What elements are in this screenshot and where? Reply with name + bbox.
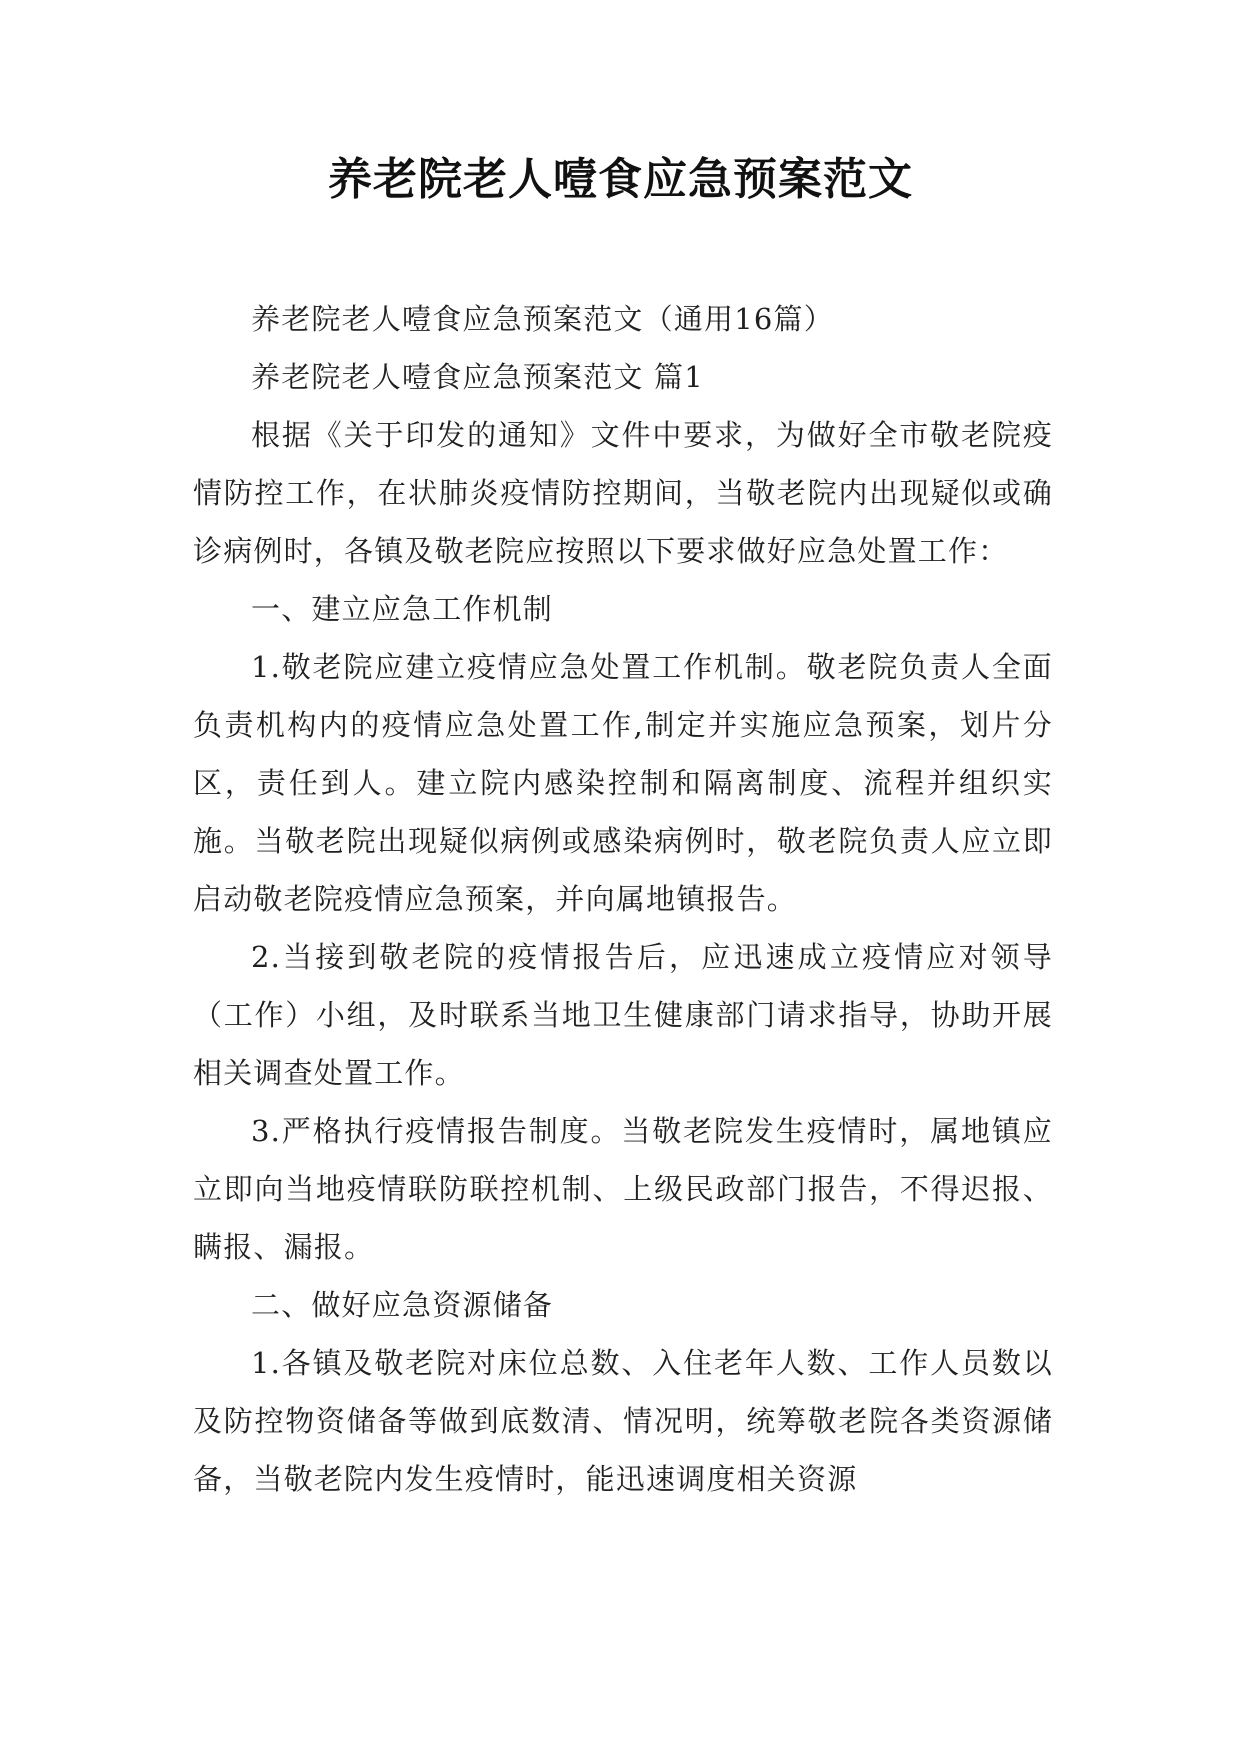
section-heading-1: 养老院老人噎食应急预案范文 篇1 <box>251 360 704 394</box>
subtitle-paragraph: 养老院老人噎食应急预案范文（通用16篇） <box>251 302 834 336</box>
body-paragraph: 1.敬老院应建立疫情应急处置工作机制。敬老院负责人全面负责机构内的疫情应急处置工作,制定并实施应急预案，划片分区，责任到人。建立院内感染控制和隔离制度、流程并组织实施。当敬老院出现疑似病例或感染病例时，敬老院负责人应立即启动敬老院疫情应急预案，并向属地镇报告。 <box>193 650 1053 916</box>
body-paragraph: 根据《关于印发的通知》文件中要求，为做好全市敬老院疫情防控工作，在状肺炎疫情防控期间，当敬老院内出现疑似或确诊病例时，各镇及敬老院应按照以下要求做好应急处置工作： <box>193 418 1053 568</box>
document-body <box>193 290 1053 1508</box>
body-paragraph: 2.当接到敬老院的疫情报告后，应迅速成立疫情应对领导（工作）小组，及时联系当地卫生健康部门请求指导，协助开展相关调查处置工作。 <box>193 940 1053 1090</box>
heading-paragraph: 一、建立应急工作机制 <box>251 592 554 626</box>
document-title: 养老院老人噎食应急预案范文 <box>328 154 913 205</box>
body-paragraph: 3.严格执行疫情报告制度。当敬老院发生疫情时，属地镇应立即向当地疫情联防联控机制、上级民政部门报告，不得迟报、瞒报、漏报。 <box>193 1114 1053 1264</box>
body-paragraph: 1.各镇及敬老院对床位总数、入住老年人数、工作人员数以及防控物资储备等做到底数清、情况明，统筹敬老院各类资源储备，当敬老院内发生疫情时，能迅速调度相关资源 <box>193 1346 1053 1496</box>
heading-paragraph: 二、做好应急资源储备 <box>251 1288 554 1322</box>
